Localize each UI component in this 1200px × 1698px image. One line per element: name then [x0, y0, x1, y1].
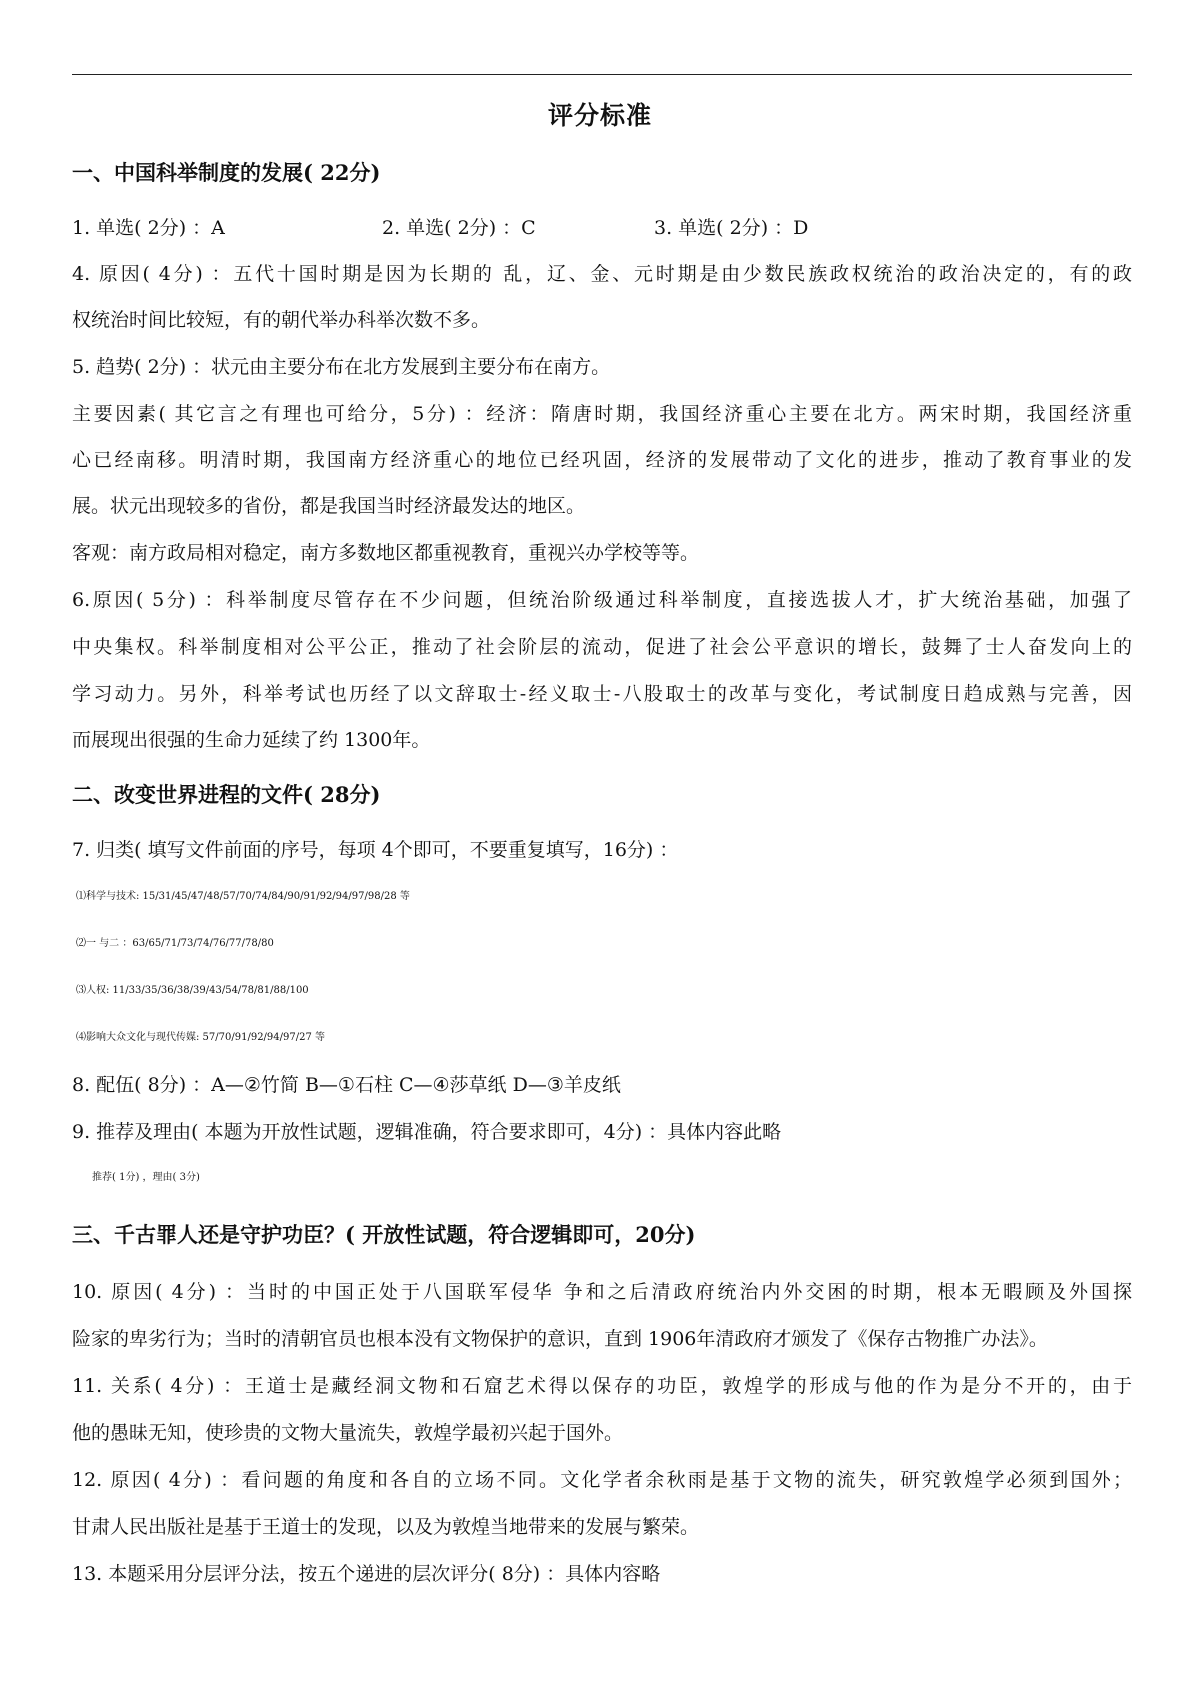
q12-line-2: 甘肃人民出版社是基于王道士的发现，以及为敦煌当地带来的发展与繁荣。 [72, 1516, 700, 1538]
q7-item-2: ⑵一 与二 ：63/65/71/73/74/76/77/78/80 [76, 938, 274, 949]
q6-line-2 [72, 635, 1132, 659]
q8-line: 8. 配伍( 8分) ：A—②竹简 B—①石柱 C—④莎草纸 D—③羊皮纸 [72, 1074, 621, 1096]
q12-line-1 [72, 1468, 1132, 1492]
top-rule [72, 74, 1132, 75]
q6-text-2: 中央集权。科举制度相对公平公正，推动了社会阶层的流动，促进了社会公平意识的增长，鼓舞了士人奋发向上的 [72, 636, 1132, 658]
q7-item-1: ⑴科学与技术: 15/31/45/47/48/57/70/74/84/90/91/92/94/97/98/28 等 [76, 891, 410, 902]
q11-text-1: 11. 关系( 4分) ：王道士是藏经洞文物和石窟艺术得以保存的功臣，敦煌学的形成与他的作为是分不开的，由于 [72, 1375, 1132, 1397]
q4-text-1: 4. 原因( 4分) ：五代十国时期是因为长期的 乱，辽、金、元时期是由少数民族政权统治的政治决定的，有的政 [72, 263, 1132, 285]
q6-line-3 [72, 682, 1132, 706]
q5-line-1: 5. 趋势( 2分) ：状元由主要分布在北方发展到主要分布在南方。 [72, 356, 611, 378]
q11-line-1 [72, 1374, 1132, 1398]
q5-line-2 [72, 402, 1132, 426]
q3-answer: 3. 单选( 2分) ：D [654, 217, 809, 239]
q1-answer: 1. 单选( 2分) ：A [72, 217, 225, 239]
q4-line-1 [72, 262, 1132, 286]
q10-line-1 [72, 1280, 1132, 1304]
q10-text-1: 10. 原因( 4分) ：当时的中国正处于八国联军侵华 争和之后清政府统治内外交困的时期，根本无暇顾及外国探 [72, 1281, 1132, 1303]
page-title: 评分标准 [547, 101, 652, 130]
q4-line-2: 权统治时间比较短，有的朝代举办科举次数不多。 [72, 309, 491, 331]
q11-line-2: 他的愚昧无知，使珍贵的文物大量流失，敦煌学最初兴起于国外。 [72, 1422, 624, 1444]
q9-line-2: 推荐( 1分) ，理由( 3分) [92, 1172, 200, 1183]
q6-line-4: 而展现出很强的生命力延续了约 1300年。 [72, 729, 431, 751]
q2-answer: 2. 单选( 2分) ：C [382, 217, 536, 239]
q9-line-1: 9. 推荐及理由( 本题为开放性试题，逻辑准确，符合要求即可，4分) ：具体内容此略 [72, 1121, 782, 1143]
q6-text-3: 学习动力。另外，科举考试也历经了以文辞取士-经义取士-八股取士的改革与变化，考试制度日趋成熟与完善，因 [72, 683, 1132, 705]
q5-text-3: 心已经南移。明清时期，我国南方经济重心的地位已经巩固，经济的发展带动了文化的进步，推动了教育事业的发 [72, 449, 1132, 471]
q7-item-3: ⑶人权: 11/33/35/36/38/39/43/54/78/81/88/100 [76, 985, 309, 996]
q6-text-1: 6.原因( 5分) ：科举制度尽管存在不少问题，但统治阶级通过科举制度，直接选拔人才，扩大统治基础，加强了 [72, 589, 1132, 611]
q6-line-1 [72, 588, 1132, 612]
q5-text-2: 主要因素( 其它言之有理也可给分，5分) ：经济：隋唐时期，我国经济重心主要在北方。两宋时期，我国经济重 [72, 403, 1132, 425]
q5-line-3 [72, 448, 1132, 472]
section-3-heading: 三、千古罪人还是守护功臣？( 开放性试题，符合逻辑即可，20分) [72, 1222, 696, 1247]
section-2-heading: 二、改变世界进程的文件( 28分) [72, 782, 381, 807]
q7-item-4: ⑷影响大众文化与现代传媒: 57/70/91/92/94/97/27 等 [76, 1032, 326, 1043]
q7-line: 7. 归类( 填写文件前面的序号，每项 4个即可，不要重复填写，16分) ： [72, 839, 679, 861]
section-1-heading: 一、中国科举制度的发展( 22分) [72, 160, 381, 185]
q5-line-4: 展。状元出现较多的省份，都是我国当时经济最发达的地区。 [72, 495, 586, 517]
q13-line: 13. 本题采用分层评分法，按五个递进的层次评分( 8分) ：具体内容略 [72, 1563, 661, 1585]
q12-text-1: 12. 原因( 4分) ：看问题的角度和各自的立场不同。文化学者余秋雨是基于文物的流失，研究敦煌学必须到国外； [72, 1469, 1132, 1491]
q5-line-5: 客观：南方政局相对稳定，南方多数地区都重视教育，重视兴办学校等等。 [72, 542, 700, 564]
q10-line-2: 险家的卑劣行为；当时的清朝官员也根本没有文物保护的意识，直到 1906年清政府才颁发了《保存古物推广办法》。 [72, 1328, 1048, 1350]
